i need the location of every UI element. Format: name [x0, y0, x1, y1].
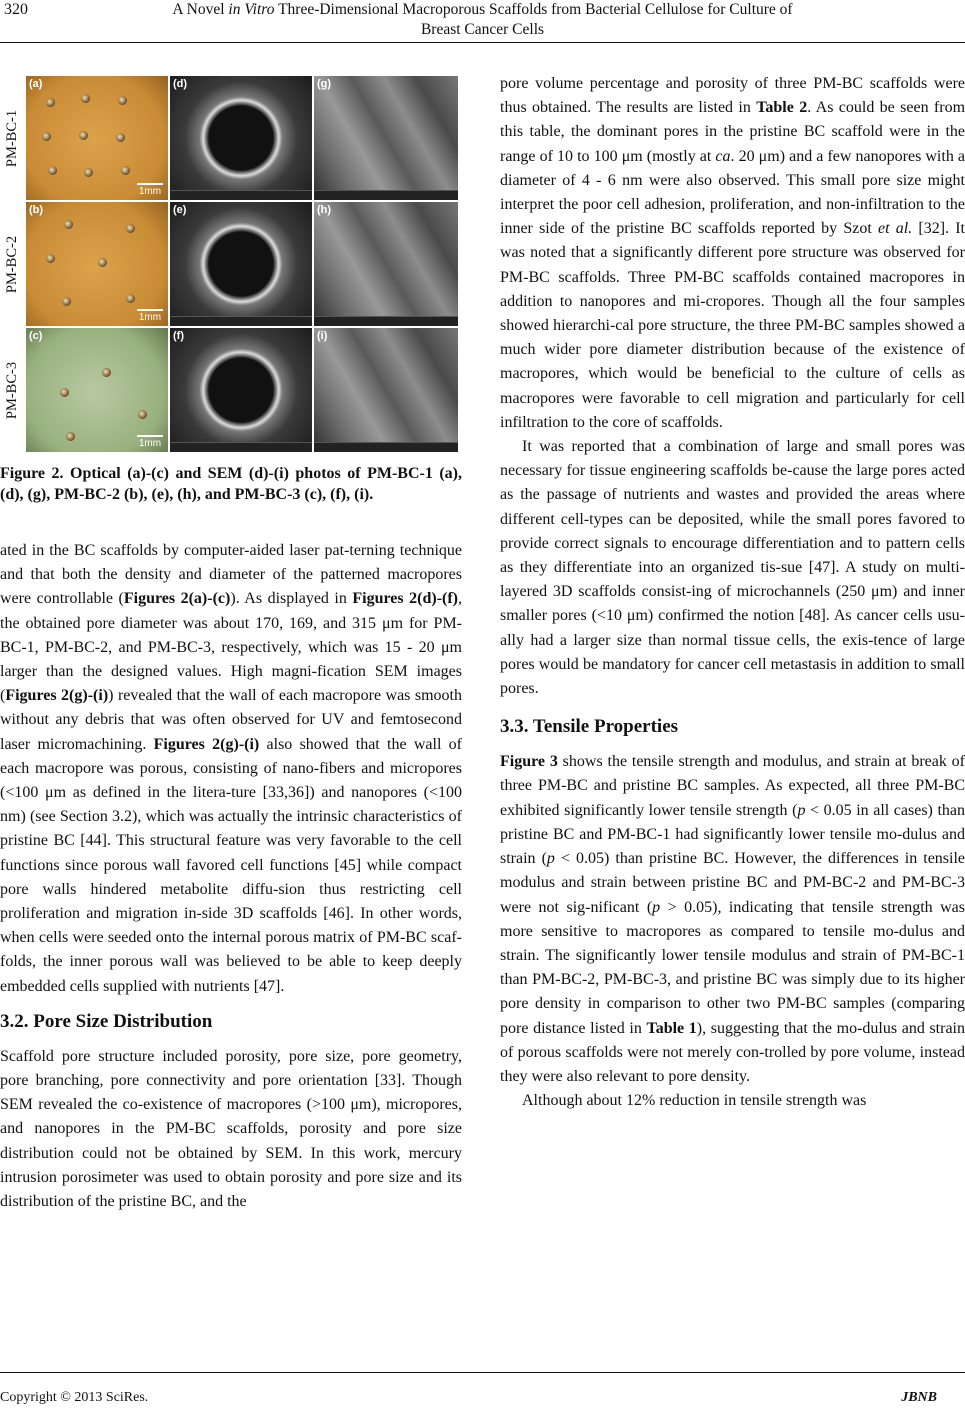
panel-h-sem-fibers: [314, 202, 458, 326]
row-label-pm-bc-2: PM-BC-2: [4, 235, 21, 293]
panel-i-sem-fibers: [314, 328, 458, 452]
macropore-dot: [116, 133, 125, 142]
macropore-dot: [118, 96, 127, 105]
text-run: Although about 12% reduction in tensile strength was: [522, 1092, 867, 1110]
panel-label: (g): [317, 78, 332, 90]
macropore-dot: [46, 254, 55, 263]
macropore-dot: [121, 166, 130, 175]
bold-text: Table 1: [646, 1019, 697, 1037]
italic-text: p: [652, 898, 661, 916]
text-run: Scaffold pore structure included porosity, pore size, pore geometry, pore branching, pore connectivity and pore orientation [33]. Though SEM revealed the co-existence of macropores (>100 μm), micropores, and nanopores in the PM-BC scaffolds, porosity and pore size distribution could not be obtained by SEM. In this work, mercury intrusion porosimeter was used to obtain porosity and pore size and its distribution of the pristine BC, and the: [0, 1047, 462, 1211]
italic-text: et al.: [878, 220, 913, 238]
macropore-dot: [84, 168, 93, 177]
panel-label: (c): [29, 330, 43, 342]
sem-info-bar: [314, 190, 458, 200]
sem-info-bar: [170, 190, 312, 200]
macropore-dot: [126, 224, 135, 233]
text-run: pore volume percentage and porosity of three PM-BC scaffolds were thus obtained. The results are listed in: [500, 75, 965, 117]
journal-abbrev: JBNB: [901, 1390, 937, 1405]
copyright: Copyright © 2013 SciRes.: [0, 1390, 149, 1405]
panel-c-optical: [26, 328, 168, 452]
macropore-dot: [98, 258, 107, 267]
text-run: also showed that the wall of each macropore was porous, consisting of nano-fibers and micropores (<100 μm as defined in the litera-ture [33,36]) and nanopores (<100 nm) (see Section 3.2), which was actually the intrinsic characteristics of pristine BC [44]. This structural feature was very favorable to the cell functions since porous wall favored cell functions [45] while compact pore walls hindered metabolite diffu-sion thus restricting cell proliferation and migration in-side 3D scaffolds [46]. In other words, when cells were seeded onto the internal porous matrix of PM-BC scaf-folds, the inner porous wall was believed to be able to keep deeply embedded cells supplied with nutrients [47].: [0, 735, 462, 995]
figure-2: [0, 76, 462, 454]
macropore-dot: [64, 220, 73, 229]
sem-info-bar: [314, 442, 458, 452]
panel-label: (f): [173, 330, 184, 342]
footer-rule: [0, 1372, 965, 1373]
panel-label: (i): [317, 330, 328, 342]
macropore-dot: [62, 297, 71, 306]
row-label-pm-bc-1: PM-BC-1: [4, 109, 21, 167]
bold-text: Figures 2(g)-(i): [5, 687, 109, 705]
panel-label: (a): [29, 78, 43, 90]
macropore-dot: [60, 388, 69, 397]
macropore-dot: [46, 98, 55, 107]
section-heading-3-2: 3.2. Pore Size Distribution: [0, 1010, 213, 1032]
bold-text: Table 2: [756, 99, 808, 117]
figure-caption: [0, 463, 462, 505]
macropore-dot: [48, 166, 57, 175]
macropore-dot: [79, 131, 88, 140]
italic-text: ca: [715, 147, 731, 165]
panel-a-optical: [26, 76, 168, 200]
paragraph: [0, 539, 462, 999]
panel-label: (h): [317, 204, 332, 216]
running-title-post: Three-Dimensional Macroporous Scaffolds from Bacterial Cellulose for Culture of: [274, 1, 793, 18]
panel-g-sem-fibers: [314, 76, 458, 200]
paragraph: [500, 750, 965, 1089]
text-run: . 20 μm) and a few nanopores with a diameter of 4 - 6 nm were also observed. This small pore size might interpret the poor cell adhesion, proliferation, and non-infiltration to the inner side of the pristine BC scaffolds reported by Szot: [500, 147, 965, 238]
italic-text: p: [797, 801, 806, 819]
italic-text: p: [546, 850, 555, 868]
paragraph: [0, 1045, 462, 1214]
sem-info-bar: [170, 442, 312, 452]
text-run: . As could be seen from this table, the dominant pores in the pristine BC scaffold were in the range of 10 to 100 μm (mostly at: [500, 99, 965, 165]
section-heading-3-3: 3.3. Tensile Properties: [500, 716, 679, 738]
row-label-pm-bc-3: PM-BC-3: [4, 361, 21, 419]
sem-info-bar: [314, 316, 458, 326]
text-run: > 0.05), indicating that tensile strength was more sensitive to macropores as compared to tensile mo-dulus and strain. The significantly lower tensile modulus and strain of PM-BC-1 than PM-BC-2, PM-BC-3, and pristine BC was simply due to its higher pore density in comparison to other two PM-BC samples (comparing pore distance listed in: [500, 898, 965, 1037]
panel-e-sem: [170, 202, 312, 326]
paragraph: [500, 72, 965, 435]
panel-d-sem: [170, 76, 312, 200]
bold-text: Figures 2(g)-(i): [153, 735, 260, 753]
bold-text: Figures 2(d)-(f): [352, 590, 459, 608]
text-run: < 0.05) than pristine BC. However, the differences in tensile modulus and strain between pristine BC and PM-BC-2 and PM-BC-3 were not sig-nificant (: [500, 850, 965, 916]
text-run: ated in the BC scaffolds by computer-aided laser pat-terning technique and that both the density and diameter of the patterned macropores were controllable (: [0, 542, 462, 608]
text-run: ), suggesting that the mo-dulus and strain of porous scaffolds were not merely con-trolled by pore volume, instead they were also relevant to pore density.: [500, 1019, 965, 1085]
right-column: [500, 72, 965, 1113]
scale-bar: 1mm: [137, 309, 163, 323]
panel-b-optical: [26, 202, 168, 326]
figure-caption-text: Figure 2. Optical (a)-(c) and SEM (d)-(i) photos of PM-BC-1 (a), (d), (g), PM-BC-2 (b), (e), (h), and PM-BC-3 (c), (f), (i).: [0, 465, 462, 503]
header-rule: [0, 42, 965, 43]
text-run: It was reported that a combination of large and small pores was necessary for tissue engineering scaffolds be-cause the large pores acted as the passage of nutrients and wastes and provided the areas where different cell-types can be deposited, while the small pores favored to provide correct signals to encourage differentiation and to pattern cells as they differentiate into an organized tis-sue [47]. A study on multi-layered 3D scaffolds consist-ing of microchannels (250 μm) and inner smaller pores (<10 μm) confirmed the notion [48]. As cancer cells usu-ally had a larger size than normal tissue cells, the exis-tence of large pores would be mandatory for cancer cell metastasis in addition to small pores.: [500, 438, 965, 698]
running-title-pre: A Novel: [172, 1, 229, 18]
panel-label: (b): [29, 204, 44, 216]
bold-text: Figures 2(a)-(c): [123, 590, 231, 608]
text-run: ) revealed that the wall of each macropore was smooth without any debris that was often observed for UV and femtosecond laser micromachining.: [0, 687, 462, 753]
bold-text: Figure 3: [500, 753, 558, 771]
running-title-line2: Breast Cancer Cells: [420, 21, 545, 38]
running-title: [130, 0, 835, 40]
text-run: shows the tensile strength and modulus, and strain at break of three PM-BC and pristine BC samples. As expected, all three PM-BC exhibited significantly lower tensile strength (: [500, 753, 965, 819]
macropore-dot: [102, 368, 111, 377]
text-run: ). As displayed in: [230, 590, 353, 608]
panel-f-sem: [170, 328, 312, 452]
macropore-dot: [126, 294, 135, 303]
panel-label: (d): [173, 78, 188, 90]
panel-label: (e): [173, 204, 187, 216]
scale-bar: 1mm: [137, 183, 163, 197]
text-run: < 0.05 in all cases) than pristine BC and PM-BC-1 had significantly lower tensile mo-dulus and strain (: [500, 801, 965, 868]
text-run: , the obtained pore diameter was about 170, 169, and 315 μm for PM-BC-1, PM-BC-2, and PM-BC-3, respectively, which was 15 - 20 μm larger than the designed values. High magni-fication SEM images (: [0, 590, 463, 705]
page-number: 320: [4, 1, 28, 18]
text-run: [32]. It was noted that a significantly different pore structure was observed for PM-BC scaffolds. Three PM-BC scaffolds contained macropores in addition to nanopores and mi-cropores. Though all the four samples showed hierarchi-cal pore structure, the three PM-BC samples showed a much wider pore diameter distribution because of the existence of macropores, which would be beneficial to the culture of cells as macropores were favorable to cell migration and particularly for cell infiltration to the core of scaffolds.: [500, 220, 965, 431]
macropore-dot: [66, 432, 75, 441]
macropore-dot: [42, 132, 51, 141]
sem-info-bar: [170, 316, 312, 326]
paragraph: [500, 435, 965, 701]
macropore-dot: [138, 410, 147, 419]
left-column: [0, 539, 462, 1214]
paragraph: [500, 1089, 965, 1113]
running-title-italic: in Vitro: [228, 1, 275, 18]
scale-bar: 1mm: [137, 435, 163, 449]
macropore-dot: [81, 94, 90, 103]
